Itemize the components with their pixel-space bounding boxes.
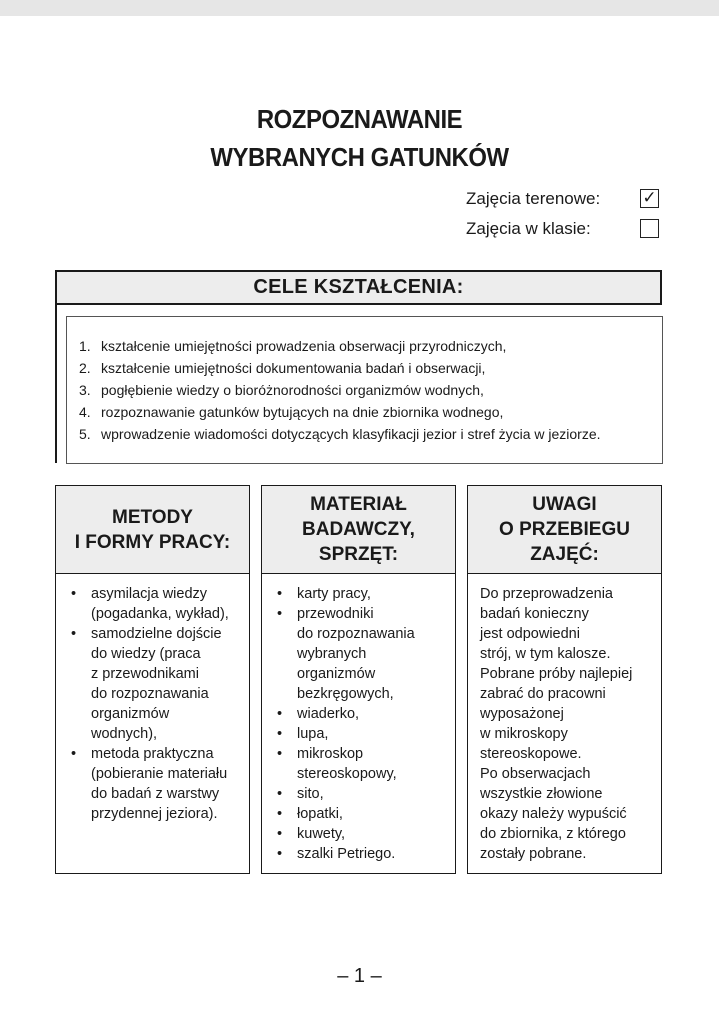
goal-item: 5. wprowadzenie wiadomości dotyczących klasyfikacji jezior i stref życia w jeziorze. [79, 426, 601, 442]
list-item: • kuwety, [274, 824, 447, 844]
methods-column [55, 485, 250, 874]
materials-header: MATERIAŁ BADAWCZY, SPRZĘT: [262, 486, 455, 574]
goal-item: 2. kształcenie umiejętności dokumentowania badań i obserwacji, [79, 360, 486, 376]
goal-item: 1. kształcenie umiejętności prowadzenia obserwacji przyrodniczych, [79, 338, 507, 354]
page-number: – 1 – [337, 965, 382, 987]
list-item: • mikroskop stereoskopowy, [274, 744, 447, 784]
notes-text: Do przeprowadzenia badań konieczny jest odpowiedni strój, w tym kalosze. Pobrane próby najlepiej zabrać do pracowni wyposażonej w mikroskopy stereoskopowe. Po obserwacjach wszystkie złowione okazy należy wypuścić do zbiornika, z którego zostały pobrane. [480, 586, 633, 862]
list-item: • samodzielne dojście do wiedzy (praca z przewodnikami do rozpoznawania organizmów wodnych), [68, 624, 241, 744]
goal-item: 3. pogłębienie wiedzy o bioróżnorodności organizmów wodnych, [79, 382, 484, 398]
list-item: • szalki Petriego. [274, 844, 447, 864]
materials-column [261, 485, 456, 874]
mode-classroom-label: Zajęcia w klasie: [466, 219, 591, 238]
list-item: • lupa, [274, 724, 447, 744]
list-item: • karty pracy, [274, 584, 447, 604]
page-title [29, 100, 690, 176]
mode-field-trip [466, 187, 666, 211]
list-item: • przewodniki do rozpoznawania wybranych organizmów bezkręgowych, [274, 604, 447, 704]
goals-header: CELE KSZTAŁCENIA: [55, 270, 662, 305]
list-item: • asymilacja wiedzy (pogadanka, wykład), [68, 584, 241, 624]
list-item: • łopatki, [274, 804, 447, 824]
goals-frame-line [55, 305, 57, 463]
methods-list [68, 584, 241, 824]
notes-column [467, 485, 662, 874]
title-line-1: ROZPOZNAWANIE [256, 104, 463, 134]
notes-header: UWAGI O PRZEBIEGU ZAJĘĆ: [468, 486, 661, 574]
mode-classroom-checkbox[interactable] [640, 219, 659, 238]
methods-header: METODY I FORMY PRACY: [56, 486, 249, 574]
goals-box [66, 316, 663, 464]
goals-list [67, 317, 662, 445]
list-item: • sito, [274, 784, 447, 804]
title-line-2: WYBRANYCH GATUNKÓW [210, 142, 509, 172]
materials-list [274, 584, 447, 864]
top-margin-bar [0, 0, 719, 16]
list-item: • metoda praktyczna (pobieranie materiału do badań z warstwy przydennej jeziora). [68, 744, 241, 824]
list-item: • wiaderko, [274, 704, 447, 724]
mode-classroom [466, 217, 666, 241]
mode-field-trip-checkbox[interactable]: ✓ [640, 189, 659, 208]
goal-item: 4. rozpoznawanie gatunków bytujących na dnie zbiornika wodnego, [79, 404, 504, 420]
mode-field-trip-label: Zajęcia terenowe: [466, 189, 601, 208]
